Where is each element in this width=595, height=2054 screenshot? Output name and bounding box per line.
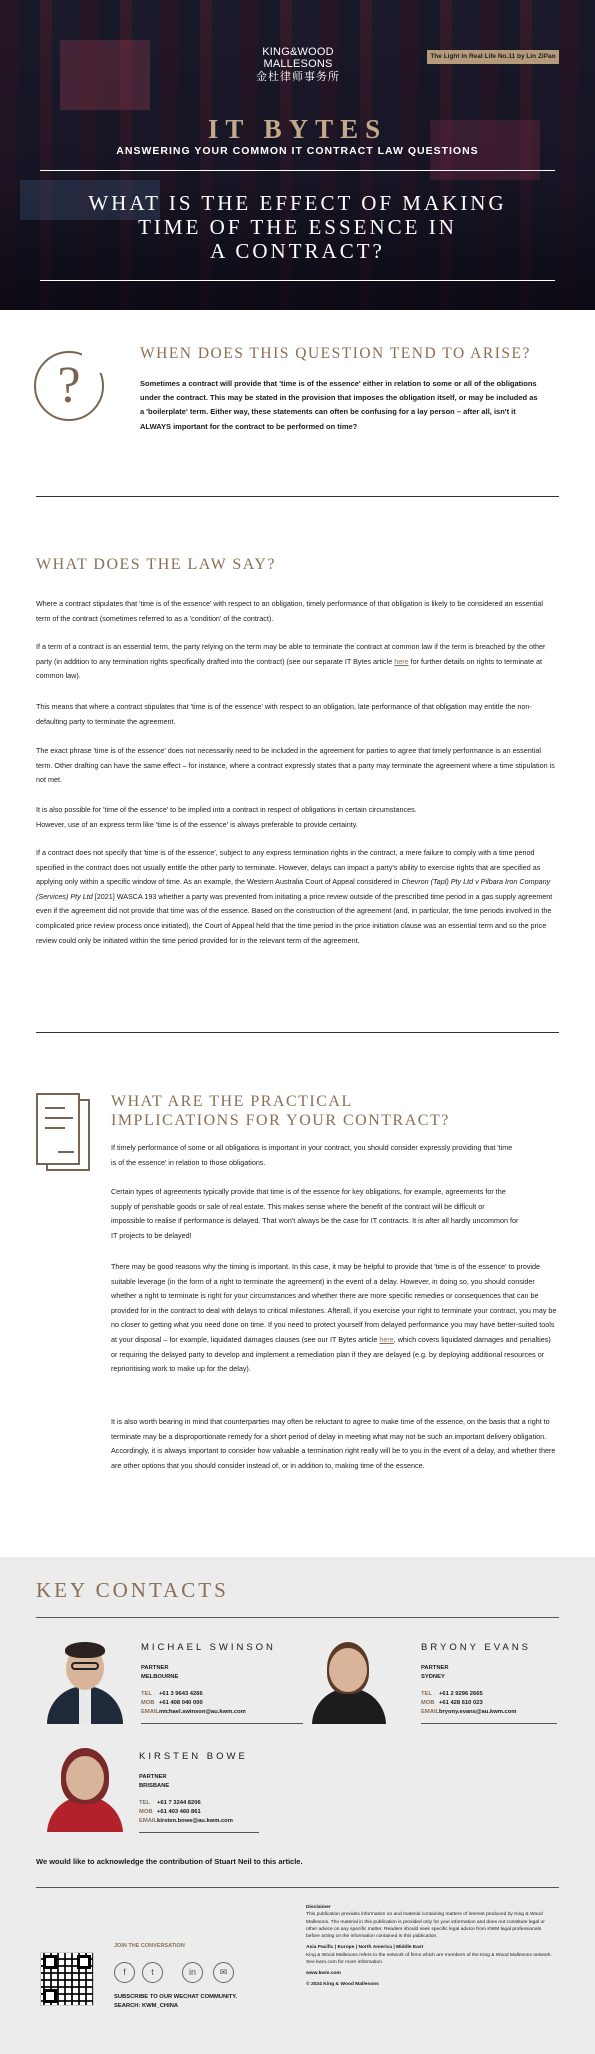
disclaimer-block: [306, 1904, 556, 1988]
tel-label: TEL: [421, 1691, 432, 1697]
implications-title-line-2: IMPLICATIONS FOR YOUR CONTRACT?: [111, 1112, 450, 1129]
contact-underline: [141, 1723, 303, 1724]
law-paragraph-6: [36, 846, 556, 948]
email-label: EMAIL: [141, 1709, 160, 1715]
hero-divider-top: [40, 170, 555, 171]
law-paragraph-6-text: If a contract does not specify that 'time is of the essence', subject to any express termination rights in the contract, a mere failure to comply with a time period specified in the contract does not usually entitle the other party to terminate. However, delays can impact a party's ability to exercise rights that are specified as applying only within a specific window of time. As an example, the Western Australia Court of Appeal considered in: [36, 848, 541, 887]
implications-paragraph-3: [111, 1260, 559, 1377]
contact-email[interactable]: bryony.evans@au.kwm.com: [439, 1709, 517, 1715]
implications-paragraph-1: If timely performance of some or all obligations is important in your contract, you should consider expressly providing that 'time is of the essence' in relation to those obligations.: [111, 1143, 513, 1167]
mob-label: MOB: [421, 1700, 435, 1706]
title-line-1: WHAT IS THE EFFECT OF MAKING: [88, 191, 507, 215]
mob-label: MOB: [141, 1700, 155, 1706]
question-mark-icon: ?: [34, 351, 104, 421]
key-contacts-divider: [36, 1617, 559, 1618]
law-paragraph-5a: It is also possible for 'time of the essence' to be implied into a contract in respect of obligations in certain circumstances.: [36, 805, 417, 814]
contact-email[interactable]: michael.swinson@au.kwm.com: [159, 1709, 246, 1715]
contact-mob[interactable]: +61 408 040 000: [159, 1700, 203, 1706]
kirsten-bowe-photo: [45, 1740, 125, 1832]
mob-label: MOB: [139, 1809, 153, 1815]
law-paragraph-2-tail: for further details on rights to terminate at common law).: [36, 656, 543, 681]
key-contacts-title: KEY CONTACTS: [36, 1578, 229, 1602]
it-bytes-brand: IT BYTES: [207, 114, 388, 144]
contact-tel[interactable]: +61 2 9296 2665: [439, 1691, 483, 1697]
footer-divider: [36, 1887, 559, 1888]
join-conversation-label: JOIN THE CONVERSATION: [114, 1943, 185, 1949]
section-divider: [36, 496, 559, 497]
section-law-title: WHAT DOES THE LAW SAY?: [36, 556, 277, 573]
bryony-evans-photo: [308, 1632, 388, 1724]
contact-role: PARTNER: [141, 1665, 169, 1671]
law-paragraph-5: [36, 803, 556, 832]
wechat-subscribe: [114, 1993, 237, 2011]
implications-paragraph-4: It is also worth bearing in mind that counterparties may often be reluctant to agree to make time of the essence, on the basis that a right to terminate may be a disproportionate remedy for a short period of delay in meeting what may not be such an important delivery obligation. Accordingly, it is always important to consider how valuable a termination right really will be to you in the event of a delay, and whether there are other options that you should consider instead of, or in addition to, making time of the essence.: [111, 1417, 556, 1470]
contact-city: BRISBANE: [139, 1783, 170, 1789]
implications-paragraph-2: Certain types of agreements typically provide that time is of the essence for key obligations, for example, agreements for the supply of perishable goods or sale of real estate. This makes sense where the benefit of the contract will be difficult or impossible to realise if performance is delayed. That won't always be the case for IT contracts. It is after all hardly uncommon for IT projects to be delayed!: [111, 1187, 519, 1240]
title-line-3: A CONTRACT?: [210, 239, 385, 263]
copyright: © 2024 King & Wood Mallesons: [306, 1981, 379, 1987]
kwm-logo[interactable]: [248, 46, 348, 83]
email-label: EMAIL: [139, 1818, 158, 1824]
logo-line-1: KING&WOOD: [262, 46, 334, 58]
contact-name: MICHAEL SWINSON: [141, 1642, 276, 1653]
email-label: EMAIL: [421, 1709, 440, 1715]
contact-details: [421, 1664, 516, 1717]
contact-underline: [421, 1723, 557, 1724]
contact-underline: [139, 1832, 259, 1833]
wechat-icon[interactable]: ✉: [213, 1962, 234, 1983]
contact-details: [141, 1664, 246, 1717]
section-divider: [36, 1032, 559, 1033]
implications-title-line-1: WHAT ARE THE PRACTICAL: [111, 1093, 353, 1110]
wechat-line-2: SEARCH: KWM_CHINA: [114, 2003, 179, 2009]
acknowledgement: We would like to acknowledge the contribution of Stuart Neil to this article.: [36, 1857, 303, 1866]
liquidated-damages-article-link[interactable]: here: [379, 1334, 394, 1344]
contact-mob[interactable]: +61 428 610 023: [439, 1700, 483, 1706]
contact-role: PARTNER: [139, 1774, 167, 1780]
law-paragraph-6-tail: [2021] WASCA 193 whether a party was prevented from initiating a price review outside of the prescribed time period in a gas supply agreement even if the agreement did not provide that time was of the essence. Based on the construction of the agreement (and, in particular, the time periods involved in the complicated price review process once initiated), the Court of Appeal held that the time period in the price initiation clause was an essential term and so the price review could only be initiated within the time period provided for in the relevant term of the agreement.: [36, 891, 553, 945]
linkedin-icon[interactable]: in: [182, 1962, 203, 1983]
logo-line-2: MALLESONS: [263, 58, 333, 70]
contact-details: [139, 1773, 233, 1826]
contact-name: BRYONY EVANS: [421, 1642, 531, 1653]
case-citation: Chevron (Tapl) Pty Ltd v Pilbara Iron Company (Services) Pty Ltd: [36, 877, 551, 901]
contact-city: MELBOURNE: [141, 1674, 179, 1680]
disclaimer-body: This publication provides information on and material containing matters of interest produced by King & Wood Mallesons. The material in this publication is provided only for your information and does not constitute legal or other advice on any specific matter. Readers should seek specific legal advice from KWM legal professionals before acting on the information contained in this publication.: [306, 1912, 545, 1940]
hero-subtitle: ANSWERING YOUR COMMON IT CONTRACT LAW QUESTIONS: [116, 145, 479, 157]
contact-tel[interactable]: +61 7 3244 8206: [157, 1800, 201, 1806]
page-title: [40, 191, 555, 263]
law-paragraph-5b: However, use of an express term like 'time is of the essence' is always preferable to provide certainty.: [36, 819, 358, 829]
implications-paragraph-3-text: There may be good reasons why the timing is important. In this case, it may be helpful to provide that 'time is of the essence' to provide suitable leverage (in the form of a right to terminate the agreement) in the event of a delay. However, in doing so, you should consider whether a right to terminate is right for your circumstances and whether there are more specific remedies or consequences that can be provided for in the contract to deal with delays to critical milestones. Afterall, if you exercise your right to terminate your contract, you may be no closer to getting what you need done on time. If you need to protect yourself from delayed performance you may have better-suited tools at your disposal – for example, liquidated damages clauses (see our IT Bytes article: [111, 1262, 557, 1344]
network-note: King & Wood Mallesons refers to the network of firms which are members of the King & Wood Mallesons network. See kwm.com for more information.: [306, 1952, 552, 1966]
section-implications-title: [111, 1092, 531, 1130]
contact-role: PARTNER: [421, 1665, 449, 1671]
law-paragraph-1: Where a contract stipulates that 'time is of the essence' with respect to an obligation, timely performance of that obligation is likely to be considered an essential term of the contract (sometimes referred to as a 'condition' of the contract).: [36, 599, 543, 623]
tel-label: TEL: [141, 1691, 152, 1697]
law-paragraph-3: This means that where a contract stipulates that 'time is of the essence' with respect to an obligation, late performance of that obligation may entitle the non-defaulting party to terminate the agreement.: [36, 702, 532, 726]
document-icon: [36, 1093, 94, 1171]
logo-chinese: 金杜律师事务所: [256, 71, 340, 83]
wechat-qr-code[interactable]: [40, 1952, 94, 2006]
contact-city: SYDNEY: [421, 1674, 445, 1680]
law-paragraph-2-text: If a term of a contract is an essential term, the party relying on the term may be able to terminate the contract at common law if the term is breached by the other party (in addition to any termination rights specifically drafted into the contract) (see our separate IT Bytes article: [36, 642, 546, 666]
contact-name: KIRSTEN BOWE: [139, 1751, 248, 1762]
section-when-title: WHEN DOES THIS QUESTION TEND TO ARISE?: [140, 345, 531, 362]
facebook-icon[interactable]: f: [114, 1962, 135, 1983]
implications-paragraph-3-tail: , which covers liquidated damages and penalties) or requiring the delayed party to develop and implement a remediation plan if they are delayed (e.g. by deploying additional resources or reprioritising work to make up for the delay).: [111, 1334, 551, 1374]
hero-banner: [0, 0, 595, 310]
termination-article-link[interactable]: here: [394, 656, 409, 666]
section-when-body: Sometimes a contract will provide that 'time is of the essence' either in relation to some or all of the obligations under the contract. This may be stated in the provision that imposes the obligation itself, or may be included as a 'boilerplate' term. Either way, these statements can often be confusing for a lay person – after all, isn't it ALWAYS important for the contract to be performed on time?: [140, 379, 538, 431]
law-paragraph-4: The exact phrase 'time is of the essence' does not necessarily need to be included in the agreement for parties to agree that timely performance is an essential term. Other drafting can have the same effect – for instance, where a contract expressly states that a party may terminate the agreement where a time stipulation is not met.: [36, 746, 555, 785]
contact-tel[interactable]: +61 3 9643 4266: [159, 1691, 203, 1697]
contact-email[interactable]: kirsten.bowe@au.kwm.com: [157, 1818, 233, 1824]
regions: Asia Pacific | Europe | North America | Middle East: [306, 1945, 424, 1951]
contact-mob[interactable]: +61 403 460 861: [157, 1809, 201, 1815]
hero-divider-bottom: [40, 280, 555, 281]
tel-label: TEL: [139, 1800, 150, 1806]
title-line-2: TIME OF THE ESSENCE IN: [138, 215, 457, 239]
law-paragraph-2: [36, 640, 556, 684]
michael-swinson-photo: [45, 1632, 125, 1724]
wechat-line-1: SUBSCRIBE TO OUR WECHAT COMMUNITY.: [114, 1994, 238, 2000]
twitter-icon[interactable]: t: [142, 1962, 163, 1983]
disclaimer-title: Disclaimer: [306, 1905, 331, 1910]
artwork-credit-badge: The Light in Real Life No.11 by Lin ZiPao: [427, 50, 559, 64]
website-link[interactable]: www.kwm.com: [306, 1971, 341, 1977]
